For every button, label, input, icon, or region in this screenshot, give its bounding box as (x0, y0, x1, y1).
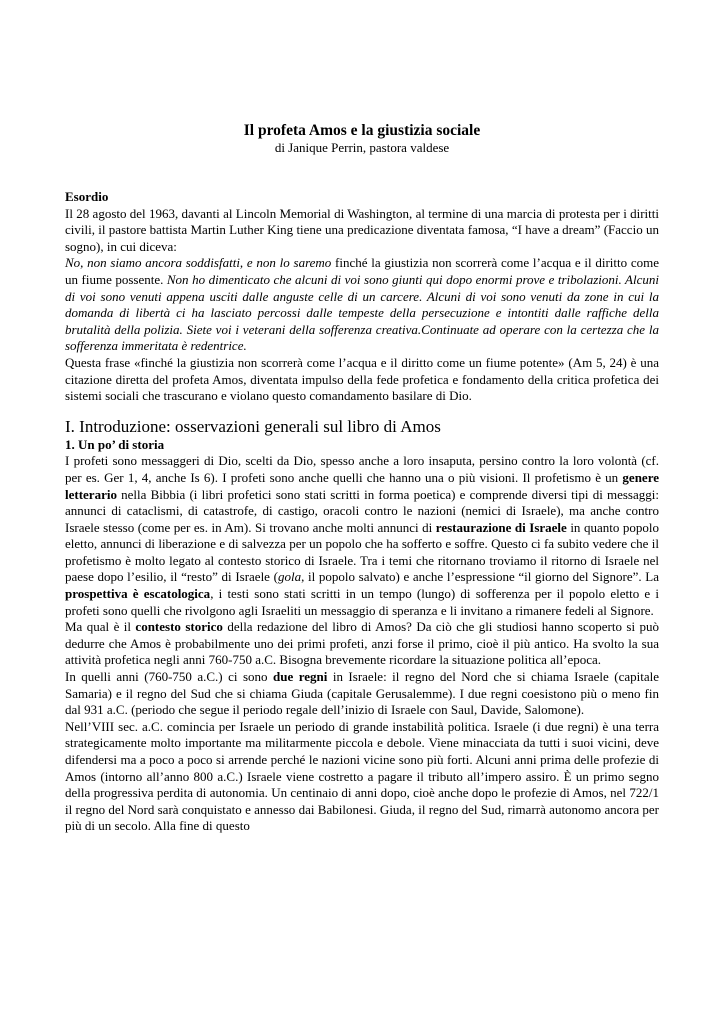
text-run: in Israele: il regno del Nord che si chiama Israele (capitale Samaria) e il regno del Sud che si chiama Giuda (capitale Gerusalemme). I due regni coesistono più o meno fin dal 931 a.C. (periodo che segue il periodo regale dell’inizio di Israele con Saul, Davide, Salomone). (65, 669, 659, 718)
bold-term: due regni (273, 669, 328, 685)
text-run: nella Bibbia (i libri profetici sono stati scritti in forma poetica) e comprende diversi tipi di messaggi: annunci di cataclismi, di catastrofe, di castigo, oracoli contro le nazioni (nemici di Israele), ma anche contro Israele stesso (come per es. in Am). Si trovano anche molti annunci di (65, 486, 659, 535)
mlk-quote (65, 255, 659, 355)
document-title: Il profeta Amos e la giustizia sociale (243, 122, 481, 139)
text-run: In quelli anni (760-750 a.C.) ci sono (65, 669, 274, 685)
quote-italic-2: Non ho dimenticato che alcuni di voi sono giunti qui dopo enormi prove e tribolazioni. Alcuni di voi sono venuti appena usciti dalle anguste celle di un carcere. Alcuni di voi sono venuti da zone in cui la domanda di libertà ci ha lasciato percossi dalle tempeste della persecuzione e intontiti dalle raffiche della brutalità della polizia. Siete voi i veterani della sofferenza creativa.Continuate ad operare con la certezza che la sofferenza immeritata è redentrice. (65, 271, 659, 354)
quote-plain: finché la giustizia non scorrerà come l’acqua e il diritto come un fiume possente. (65, 255, 659, 287)
history-paragraph-1 (65, 453, 659, 619)
text-run: , i testi sono stati scritti in un tempo (lungo) di sofferenza per il popolo eletto e i profeti sono quelli che rivolgono agli Israeliti un messaggio di speranza e li invitano a rimanere fedeli al Signore. (65, 586, 659, 618)
quote-italic-1: No, non siamo ancora soddisfatti, e non lo saremo (65, 255, 332, 271)
history-paragraph-3 (65, 669, 659, 719)
bold-term: genere letterario (65, 469, 659, 502)
history-paragraph-2 (65, 619, 659, 669)
history-paragraph-4: Nell’VIII sec. a.C. comincia per Israele un periodo di grande instabilità politica. Israele (i due regni) è una terra strategicamente molto importante ma militarmente piccola e debole. Viene minacciata da tutti i suoi vicini, deve difendersi ma a poco a poco si arrende perché le nazioni vicine sono più forti. Alcuni anni prima delle profezie di Amos (intorno all’anno 800 a.C.) Israele viene costretto a pagare il tributo all’impero assiro. È un primo segno della progressiva perdita di autonomia. Un centinaio di anni dopo, cioè anche dopo le profezie di Amos, nel 722/1 il regno del Nord sarà conquistato e annesso dai Babilonesi. Giuda, il regno del Sud, rimarrà autonomo ancora per più di un secolo. Alla fine di questo (65, 718, 659, 834)
bold-term: contesto storico (135, 619, 223, 635)
text-run: Ma qual è il (65, 619, 136, 635)
bold-term: restaurazione di Israele (435, 519, 567, 535)
esordio-paragraph-1: Il 28 agosto del 1963, davanti al Lincoln Memorial di Washington, al termine di una marcia di protesta per i diritti civili, il pastore battista Martin Luther King tiene una predicazione diventata famosa, “I have a dream” (Faccio un sogno), in cui diceva: (65, 205, 659, 254)
italic-term: gola (277, 569, 302, 585)
bold-term: prospettiva è escatologica (65, 586, 211, 602)
section-title: I. Introduzione: osservazioni generali sul libro di Amos (65, 416, 441, 436)
section-subheading: 1. Un po’ di storia (65, 436, 165, 452)
text-run: , il popolo salvato) e anche l’espressione “il giorno del Signore”. La (301, 569, 659, 585)
text-run: in quanto popolo eletto, annunci di liberazione e di salvezza per un popolo che ha sofferto e soffre. Questo ci fa subito vedere che il profetismo è molto legato al contesto storico di Israele. Tra i temi che ritornano troviamo il ritorno di Israele nel paese dopo l’esilio, il “resto” di Israele ( (65, 519, 659, 585)
text-run: I profeti sono messaggeri di Dio, scelti da Dio, spesso anche a loro insaputa, persino contro la loro volontà (cf. per es. Ger 1, 4, anche Is 6). I profeti sono anche quelli che hanno una o più visioni. Il profetismo è un (65, 453, 659, 485)
document-byline: di Janique Perrin, pastora valdese (274, 140, 450, 155)
esordio-paragraph-2: Questa frase «finché la giustizia non scorrerà come l’acqua e il diritto come un fiume potente» (Am 5, 24) è una citazione diretta del profeta Amos, diventata impulso della fede profetica e fondamento della critica profetica dei sistemi sociali che trascurano e violano questo comandamento basilare di Dio. (65, 354, 659, 404)
text-run: della redazione del libro di Amos? Da ciò che gli studiosi hanno scoperto si può dedurre che Amos è probabilmente uno dei primi profeti, anzi forse il primo, cioè il più antico. Ha svolto la sua attività profetica negli anni 760-750 a.C. Bisogna brevemente ricordare la situazione politica all’epoca. (65, 619, 659, 668)
esordio-heading: Esordio (65, 189, 109, 204)
